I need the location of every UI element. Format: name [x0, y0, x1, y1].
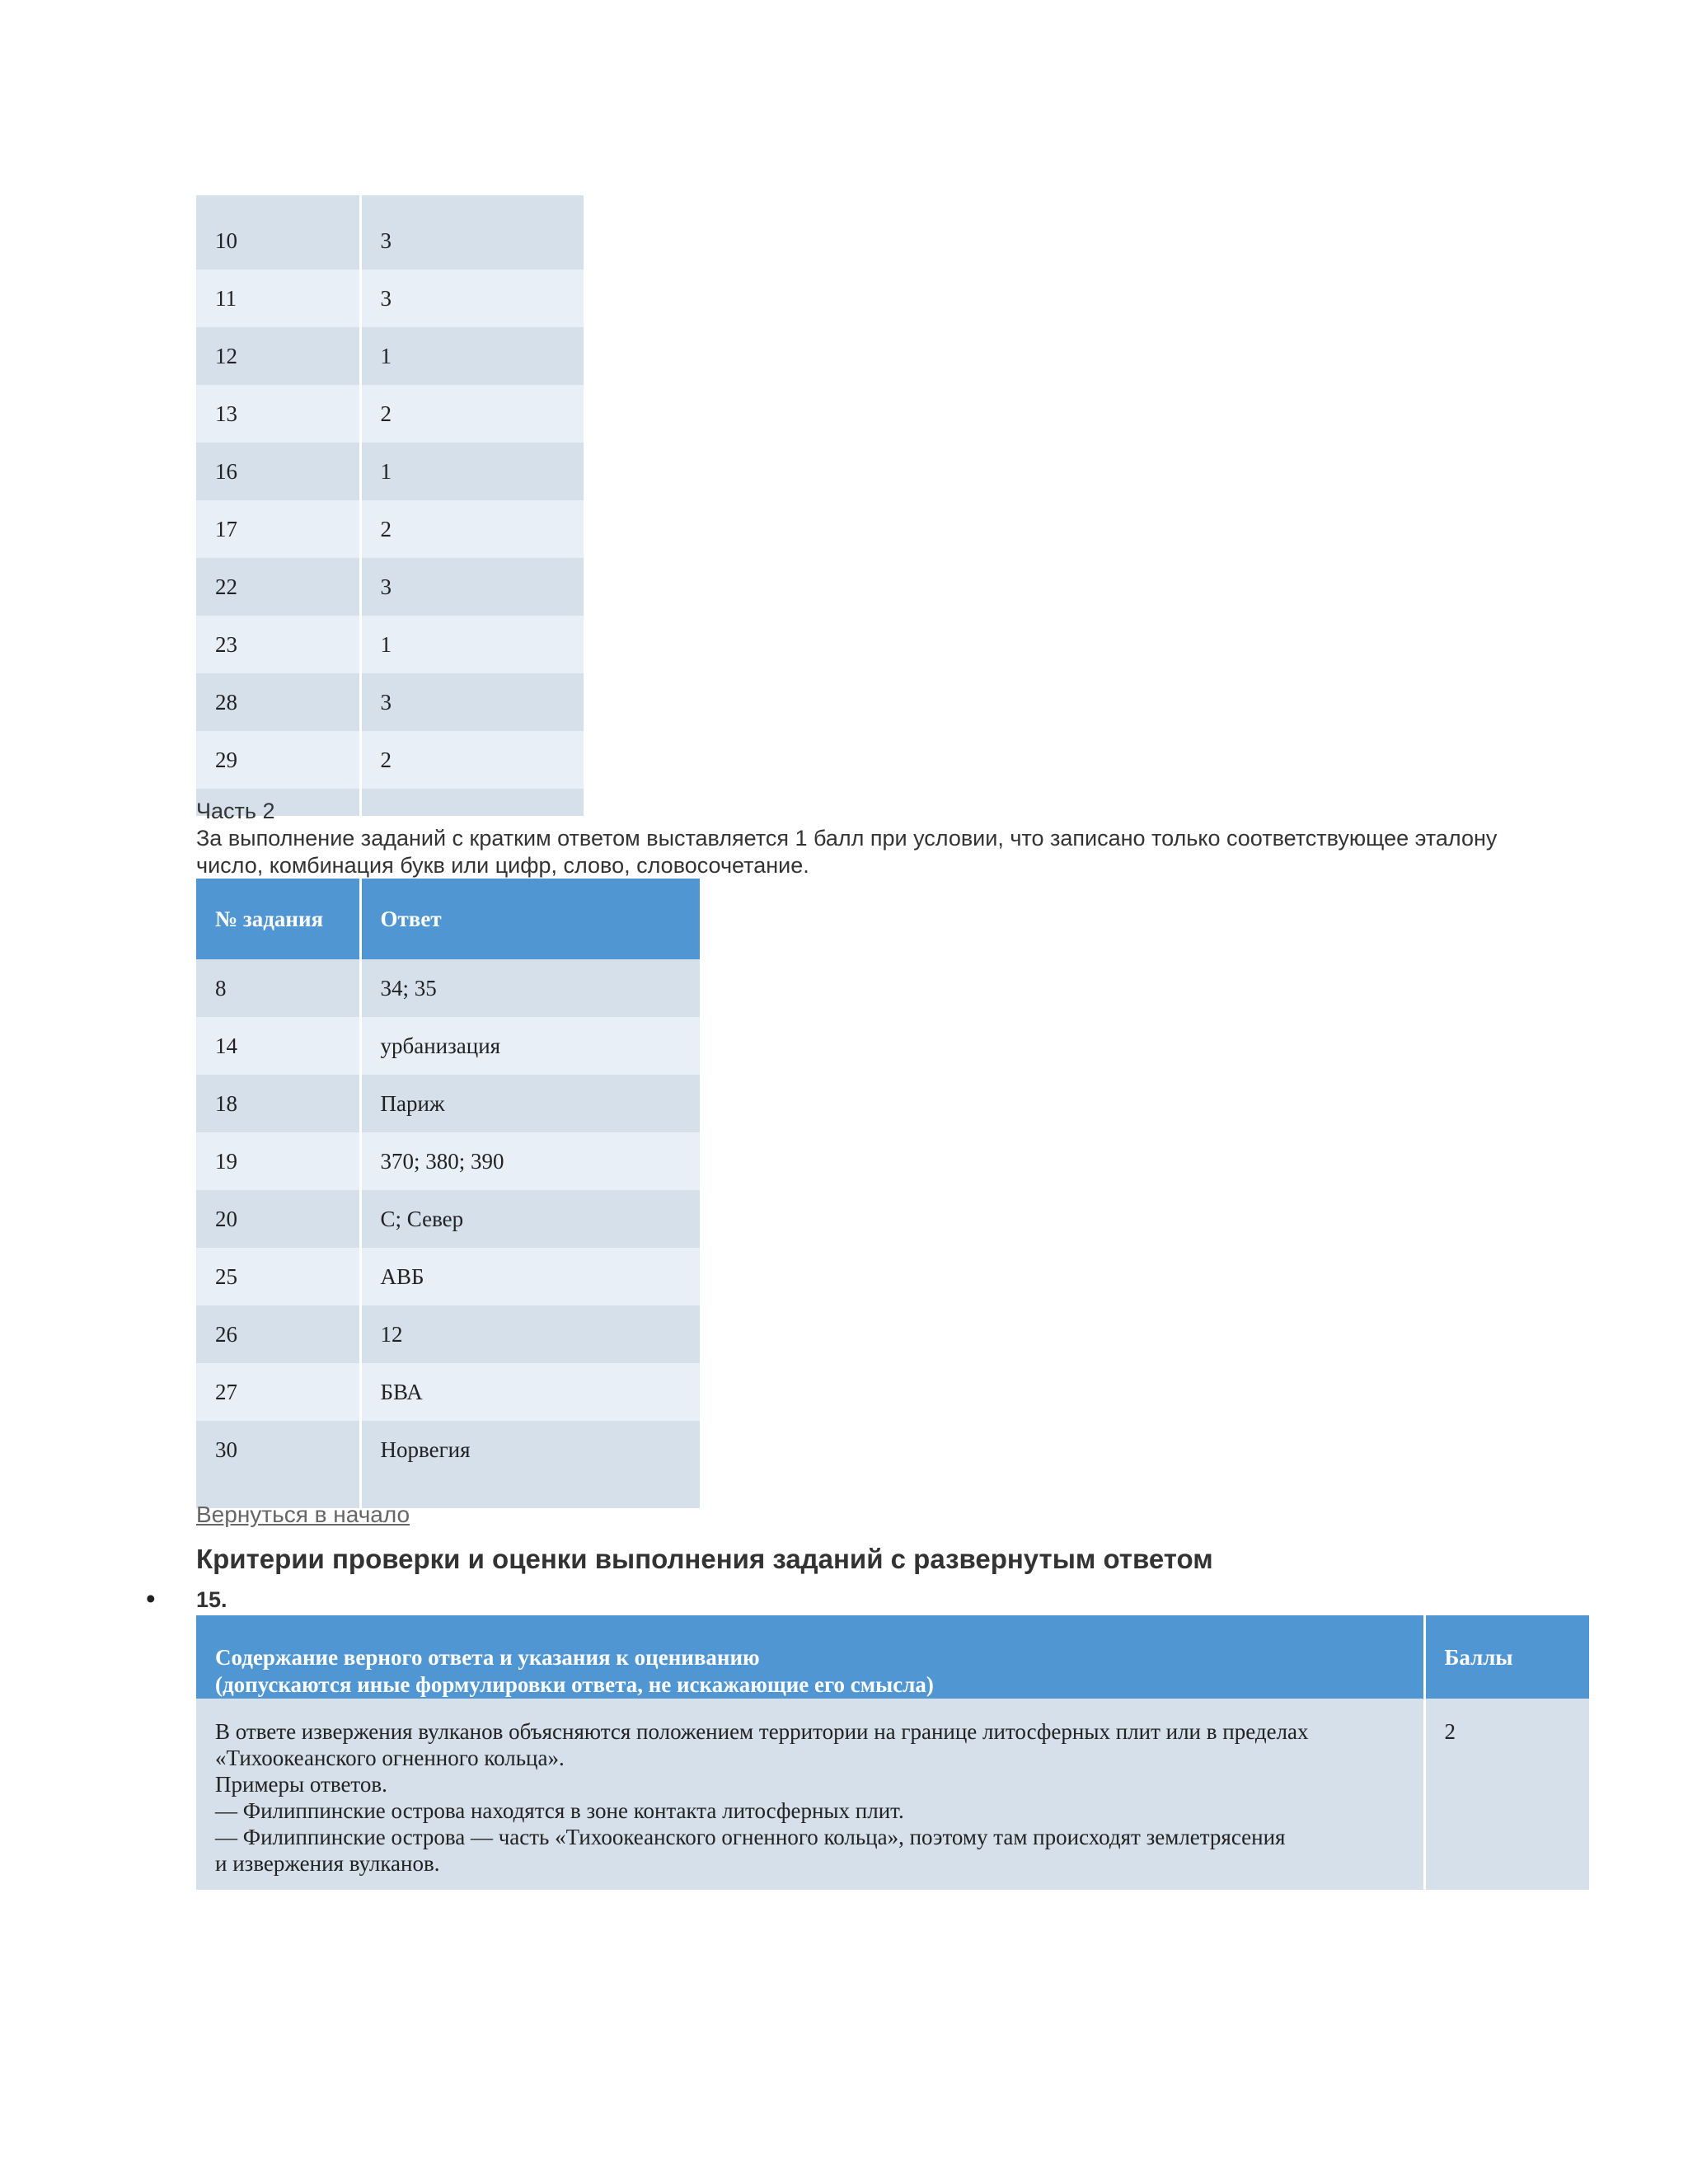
table-row — [196, 327, 584, 385]
back-to-top-link[interactable]: Вернуться в начало — [196, 1502, 410, 1527]
task-number-cell: 18 — [196, 1075, 360, 1132]
task-number-cell: 13 — [196, 385, 360, 443]
table-row — [196, 1190, 700, 1248]
answer-cell: АВБ — [360, 1248, 700, 1305]
table-row — [196, 1305, 700, 1363]
header-points: Баллы — [1424, 1615, 1589, 1699]
answer-cell: С; Север — [360, 1190, 700, 1248]
task-number-cell: 14 — [196, 1017, 360, 1075]
table-row — [196, 1017, 700, 1075]
part2-description: За выполнение заданий с кратким ответом выставляется 1 балл при условии, что записано только соответствующее эталону число, комбинация букв или цифр, слово, словосочетание. — [196, 826, 1498, 878]
table-header-row — [196, 879, 700, 959]
answer-cell: 3 — [360, 558, 584, 616]
answer-cell: 3 — [360, 269, 584, 327]
answer-cell: 2 — [360, 385, 584, 443]
table-header-row — [196, 1615, 1589, 1699]
header-task-number: № задания — [196, 879, 360, 959]
table-row — [196, 1132, 700, 1190]
task-number-cell: 16 — [196, 443, 360, 500]
criteria-heading: Критерии проверки и оценки выполнения заданий с развернутым ответом — [196, 1544, 1213, 1574]
answer-cell: 2 — [360, 500, 584, 558]
answer-cell: Норвегия — [360, 1421, 700, 1479]
task-number-cell: 10 — [196, 212, 360, 269]
table-row — [196, 195, 584, 212]
header-content-line: Содержание верного ответа и указания к оцениванию — [215, 1645, 760, 1670]
task-number-cell: 17 — [196, 500, 360, 558]
answer-cell: 1 — [360, 443, 584, 500]
answer-cell: 2 — [360, 731, 584, 789]
table-row — [196, 1075, 700, 1132]
answer-cell: БВА — [360, 1363, 700, 1421]
part2-title: Часть 2 — [196, 799, 275, 823]
header-content-line: (допускаются иные формулировки ответа, не искажающие его смысла) — [215, 1672, 934, 1697]
answer-cell: 12 — [360, 1305, 700, 1363]
content-line: и извержения вулканов. — [215, 1851, 440, 1876]
answer-cell: урбанизация — [360, 1017, 700, 1075]
table-row — [196, 558, 584, 616]
table-row — [196, 673, 584, 731]
content-line: «Тихоокеанского огненного кольца». — [215, 1746, 565, 1770]
content-line: — Филиппинские острова — часть «Тихоокеанского огненного кольца», поэтому там происходят землетрясения — [215, 1825, 1286, 1849]
table-row — [196, 1699, 1589, 1890]
task-number-cell: 30 — [196, 1421, 360, 1479]
task-number-cell: 25 — [196, 1248, 360, 1305]
task-number-cell: 26 — [196, 1305, 360, 1363]
answer-cell: 1 — [360, 616, 584, 673]
points-cell: 2 — [1424, 1699, 1589, 1890]
answer-content-cell — [196, 1699, 1424, 1890]
header-answer: Ответ — [360, 879, 700, 959]
task-number: 15. — [196, 1587, 227, 1612]
task-number-cell: 20 — [196, 1190, 360, 1248]
part1-answers-table — [196, 195, 584, 816]
table-row — [196, 443, 584, 500]
table-row — [196, 269, 584, 327]
table-row — [196, 959, 700, 1017]
table-row — [196, 385, 584, 443]
content-line: — Филиппинские острова находятся в зоне контакта литосферных плит. — [215, 1798, 904, 1823]
table-row — [196, 500, 584, 558]
task-number-cell: 8 — [196, 959, 360, 1017]
part2-answers-table — [196, 879, 700, 1508]
task-number-cell: 28 — [196, 673, 360, 731]
answer-cell: 370; 380; 390 — [360, 1132, 700, 1190]
answer-cell: Париж — [360, 1075, 700, 1132]
content-line: Примеры ответов. — [215, 1772, 387, 1797]
task-number-cell: 22 — [196, 558, 360, 616]
task-number-cell: 11 — [196, 269, 360, 327]
table-row — [196, 1421, 700, 1479]
task-number-cell: 19 — [196, 1132, 360, 1190]
task-number-cell: 27 — [196, 1363, 360, 1421]
table-row — [196, 731, 584, 789]
criteria-table — [196, 1615, 1589, 1890]
table-row — [196, 212, 584, 269]
answer-cell: 3 — [360, 212, 584, 269]
table-row — [196, 1248, 700, 1305]
answer-cell: 1 — [360, 327, 584, 385]
table-row — [196, 1363, 700, 1421]
bullet-marker: • — [146, 1583, 156, 1614]
table-row — [196, 616, 584, 673]
answer-cell: 3 — [360, 673, 584, 731]
content-line: В ответе извержения вулканов объясняются положением территории на границе литосферных плит или в пределах — [215, 1719, 1309, 1744]
answer-cell: 34; 35 — [360, 959, 700, 1017]
task-number-cell: 23 — [196, 616, 360, 673]
task-number-cell: 12 — [196, 327, 360, 385]
header-answer-content — [196, 1615, 1424, 1699]
task-number-cell: 29 — [196, 731, 360, 789]
